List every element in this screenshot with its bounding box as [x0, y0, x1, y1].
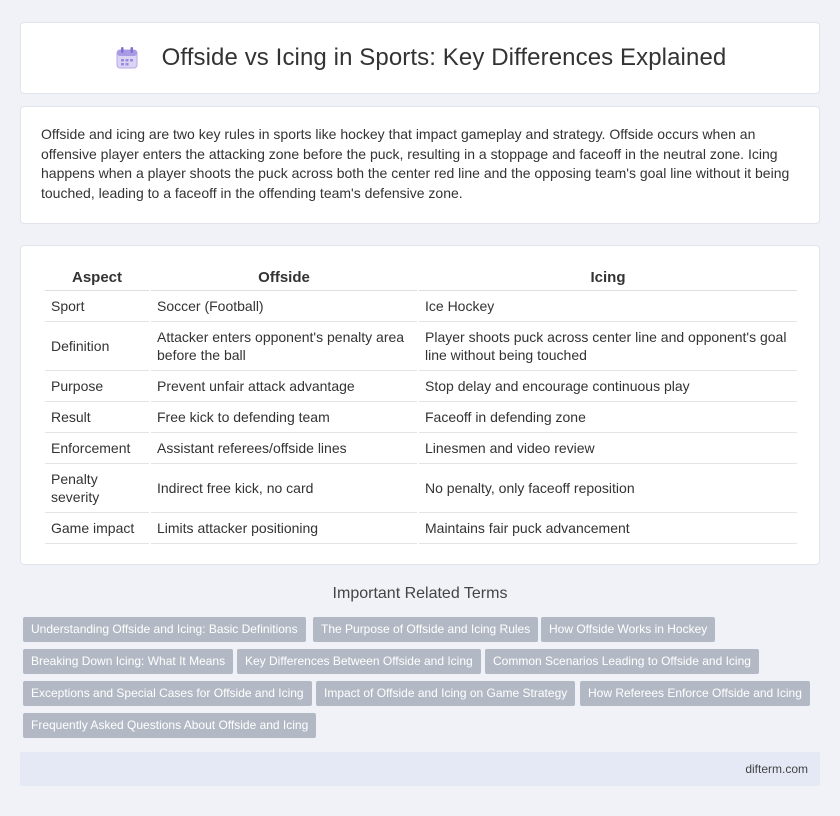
column-header-offside: Offside: [151, 262, 417, 291]
cell-aspect: Enforcement: [45, 433, 149, 464]
cell-icing: Faceoff in defending zone: [419, 402, 797, 433]
page-title: Offside vs Icing in Sports: Key Differences Explained: [161, 44, 727, 71]
cell-offside: Limits attacker positioning: [151, 513, 417, 544]
related-term-tag[interactable]: Frequently Asked Questions About Offside and Icing: [23, 713, 316, 738]
related-term-tag[interactable]: Exceptions and Special Cases for Offside and Icing: [23, 681, 312, 706]
table-row: [45, 513, 797, 544]
cell-offside: Attacker enters opponent's penalty area before the ball: [151, 322, 417, 371]
related-term-tag[interactable]: Common Scenarios Leading to Offside and Icing: [485, 649, 759, 674]
cell-aspect: Game impact: [45, 513, 149, 544]
intro-card: [20, 106, 820, 224]
table-row: [45, 464, 797, 513]
cell-icing: Linesmen and video review: [419, 433, 797, 464]
related-terms-section: [0, 585, 840, 732]
intro-text: Offside and icing are two key rules in sports like hockey that impact gameplay and strategy. Offside occurs when an offensive player enters the attacking zone before the puck, resulting in a stoppage and faceoff in the neutral zone. Icing happens when a player shoots the puck across both the center red line and the opposing team's goal line without it being touched, leading to a faceoff in the offending team's defensive zone.: [41, 126, 790, 201]
related-term-tag[interactable]: Impact of Offside and Icing on Game Strategy: [316, 681, 575, 706]
table-header-row: [45, 262, 797, 291]
footer-site-link[interactable]: difterm.com: [745, 762, 808, 776]
cell-aspect: Result: [45, 402, 149, 433]
calendar-icon: [114, 45, 140, 71]
cell-offside: Assistant referees/offside lines: [151, 433, 417, 464]
cell-offside: Free kick to defending team: [151, 402, 417, 433]
column-header-aspect: Aspect: [45, 262, 149, 291]
table-row: [45, 433, 797, 464]
header-card: [20, 22, 820, 94]
column-header-icing: Icing: [419, 262, 797, 291]
cell-icing: Maintains fair puck advancement: [419, 513, 797, 544]
comparison-card: [20, 245, 820, 565]
cell-offside: Soccer (Football): [151, 291, 417, 322]
title-wrap: [114, 44, 727, 72]
cell-aspect: Purpose: [45, 371, 149, 402]
footer: [20, 752, 820, 786]
table-row: [45, 402, 797, 433]
related-term-tag[interactable]: The Purpose of Offside and Icing Rules: [313, 617, 538, 642]
cell-aspect: Sport: [45, 291, 149, 322]
cell-icing: No penalty, only faceoff reposition: [419, 464, 797, 513]
related-term-tag[interactable]: Breaking Down Icing: What It Means: [23, 649, 233, 674]
related-term-tag[interactable]: Key Differences Between Offside and Icing: [237, 649, 481, 674]
cell-icing: Stop delay and encourage continuous play: [419, 371, 797, 402]
table-row: [45, 322, 797, 371]
cell-icing: Player shoots puck across center line and opponent's goal line without being touched: [419, 322, 797, 371]
cell-aspect: Penalty severity: [45, 464, 149, 513]
table-row: [45, 371, 797, 402]
cell-aspect: Definition: [45, 322, 149, 371]
comparison-table: [43, 262, 799, 544]
related-term-tag[interactable]: Understanding Offside and Icing: Basic Definitions: [23, 617, 306, 642]
table-row: [45, 291, 797, 322]
cell-icing: Ice Hockey: [419, 291, 797, 322]
related-term-tag[interactable]: How Offside Works in Hockey: [541, 617, 715, 642]
related-terms-heading: Important Related Terms: [332, 585, 508, 602]
related-term-tag[interactable]: How Referees Enforce Offside and Icing: [580, 681, 810, 706]
cell-offside: Indirect free kick, no card: [151, 464, 417, 513]
cell-offside: Prevent unfair attack advantage: [151, 371, 417, 402]
